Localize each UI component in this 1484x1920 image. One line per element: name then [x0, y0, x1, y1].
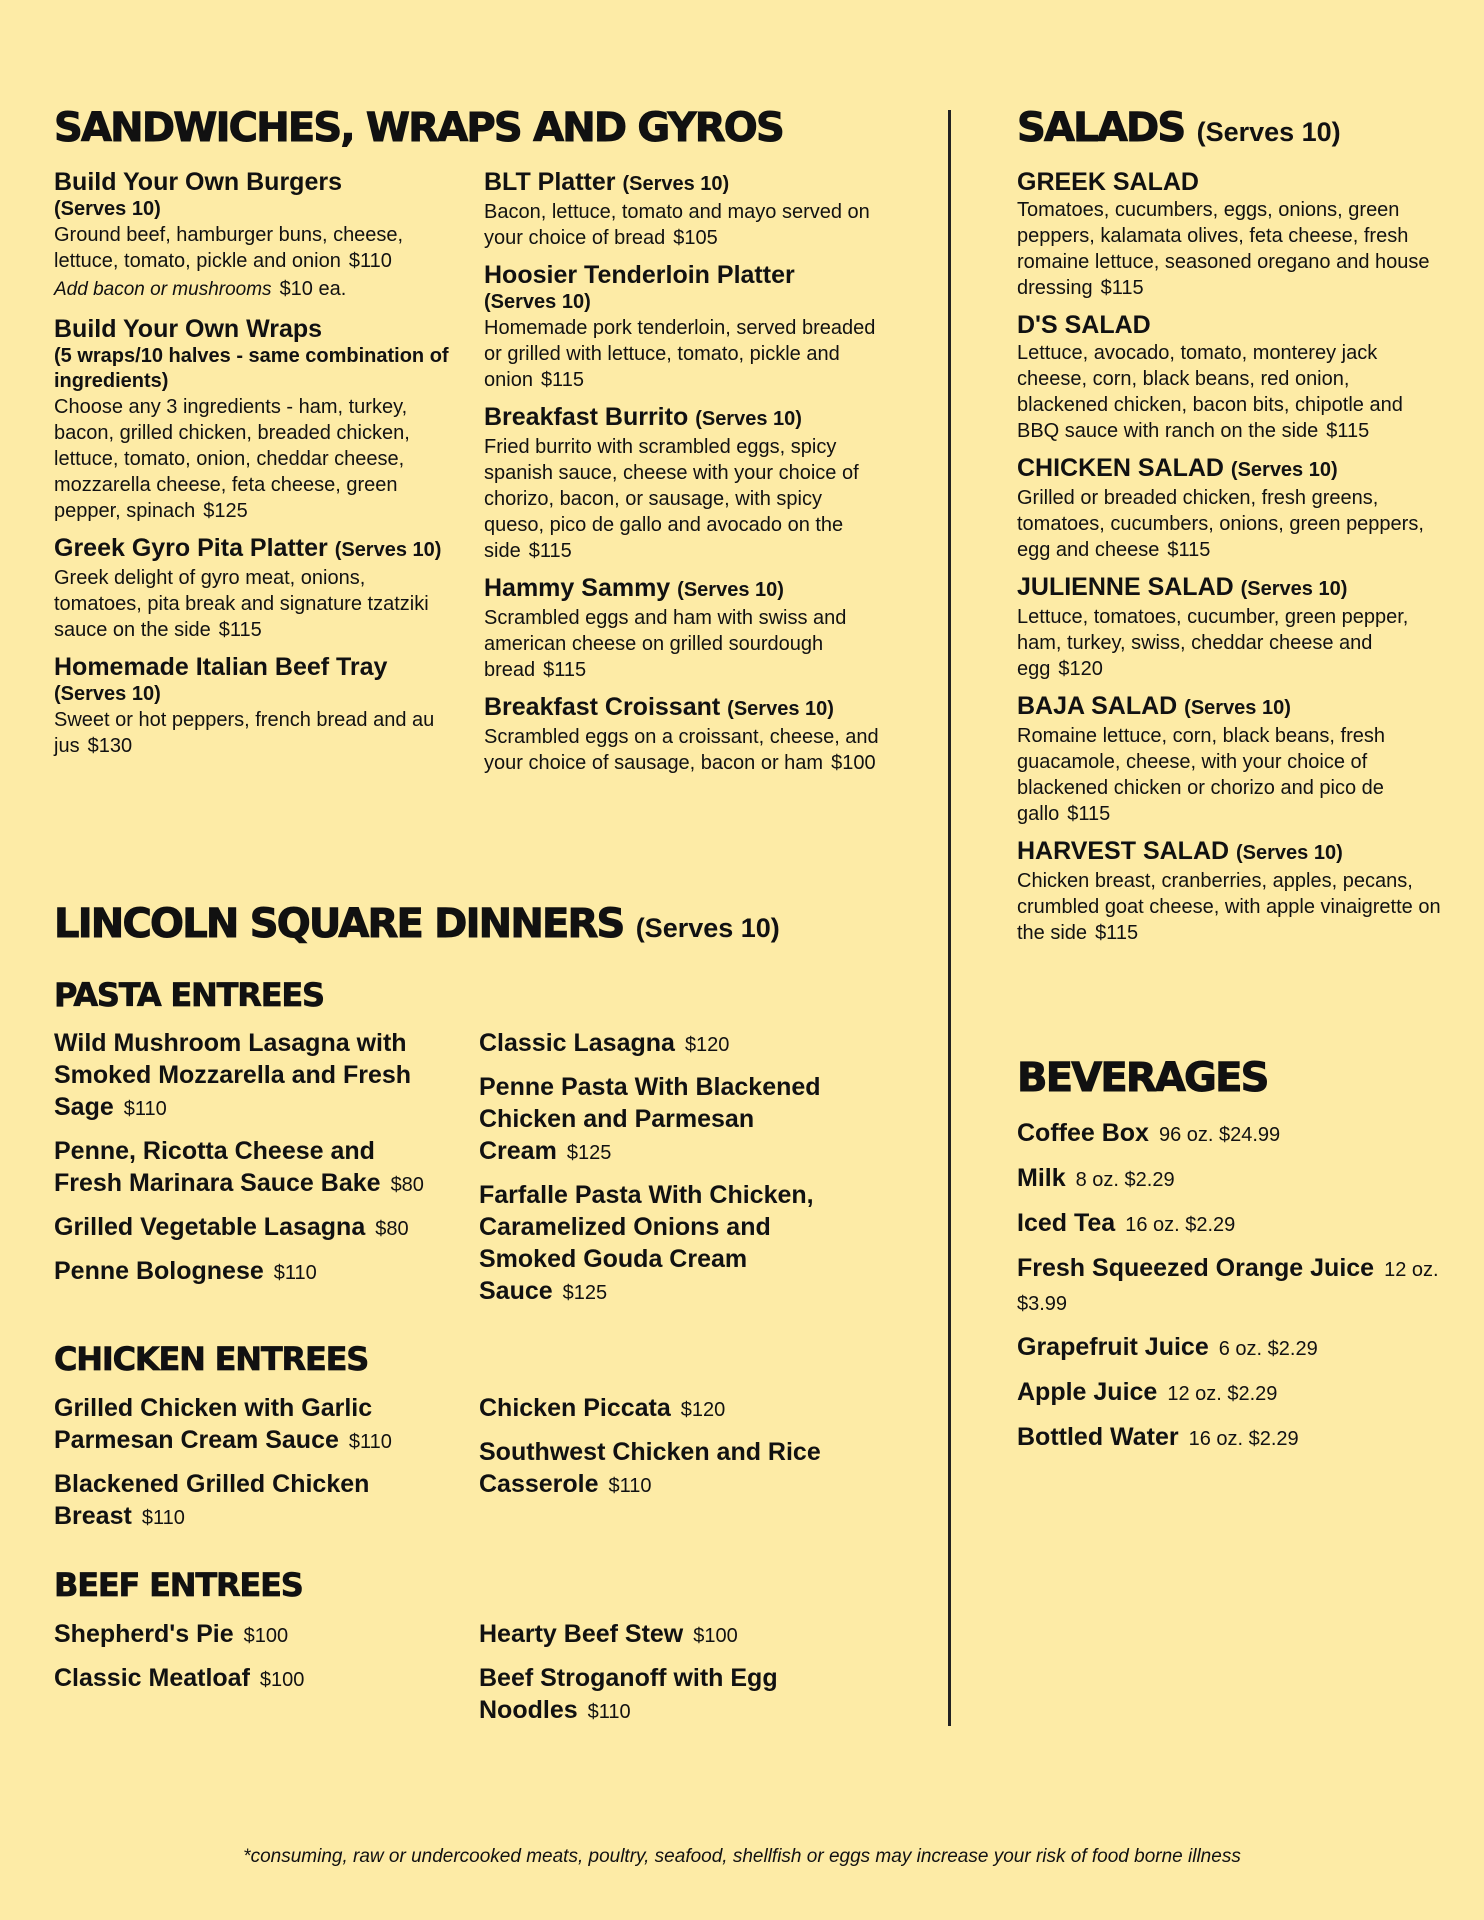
item-desc-text: Grilled or breaded chicken, fresh greens, tomatoes, cucumbers, onions, green peppers, egg and cheese	[1017, 487, 1424, 561]
item-desc-text: Tomatoes, cucumbers, eggs, onions, green peppers, kalamata olives, feta cheese, fresh romaine lettuce, seasoned oregano and house dressing	[1017, 199, 1430, 299]
item-name	[484, 403, 884, 434]
item-serves: (Serves 10)	[1184, 697, 1291, 719]
beverage-size-price: 16 oz. $2.29	[1125, 1214, 1236, 1236]
item-price: $115	[1167, 539, 1211, 561]
item-description	[484, 315, 884, 393]
item-serves: (Serves 10)	[695, 408, 802, 430]
item-price: $105	[673, 227, 718, 249]
menu-item	[484, 403, 884, 564]
beverage-size-price: 16 oz. $2.29	[1188, 1428, 1299, 1450]
entree-price: $120	[680, 1399, 726, 1421]
item-desc-text: Sweet or hot peppers, french bread and au jus	[54, 709, 435, 757]
entree-item	[479, 1071, 859, 1169]
item-description	[1017, 868, 1442, 946]
salads-title	[1017, 107, 1341, 149]
item-title: Homemade Italian Beef Tray	[54, 653, 388, 681]
entree-name: Grilled Vegetable Lasagna	[54, 1213, 366, 1241]
beef-column-2	[479, 1618, 859, 1738]
item-price: $120	[1058, 658, 1103, 680]
item-title: Build Your Own Burgers	[54, 168, 342, 196]
item-name	[1017, 168, 1442, 197]
entree-item	[479, 1662, 859, 1728]
item-price: $130	[87, 735, 133, 757]
item-name	[1017, 692, 1442, 723]
menu-item	[1017, 692, 1442, 827]
entree-name: Classic Lasagna	[479, 1029, 675, 1057]
beverage-item	[1017, 1207, 1442, 1241]
entree-price: $100	[243, 1625, 289, 1647]
item-desc-text: Scrambled eggs and ham with swiss and american cheese on grilled sourdough bread	[484, 607, 847, 681]
item-note	[54, 274, 454, 305]
item-desc-text: Bacon, lettuce, tomato and mayo served on your choice of bread	[484, 201, 870, 249]
entree-item	[54, 1468, 434, 1534]
entree-name: Shepherd's Pie	[54, 1620, 234, 1648]
beverage-name: Iced Tea	[1017, 1209, 1116, 1237]
item-price: $115	[1067, 803, 1111, 825]
item-description	[54, 222, 454, 274]
entree-price: $80	[390, 1174, 424, 1196]
chicken-entrees-title: CHICKEN ENTREES	[54, 1340, 369, 1378]
item-price: $115	[1100, 277, 1144, 299]
entree-item	[479, 1027, 859, 1061]
beverage-name: Coffee Box	[1017, 1119, 1149, 1147]
item-title: Hammy Sammy	[484, 574, 671, 602]
dinners-title	[54, 903, 780, 945]
pasta-column-1	[54, 1027, 434, 1299]
entree-name: Chicken Piccata	[479, 1394, 671, 1422]
beverage-item	[1017, 1117, 1442, 1151]
item-name	[54, 534, 454, 565]
entree-price: $120	[684, 1034, 730, 1056]
entree-price: $110	[587, 1701, 631, 1723]
item-desc-text: Romaine lettuce, corn, black beans, fresh guacamole, cheese, with your choice of blackened chicken or chorizo and pico de gallo	[1017, 725, 1385, 825]
entree-item	[54, 1618, 434, 1652]
item-title: D'S SALAD	[1017, 311, 1151, 339]
item-desc-text: Homemade pork tenderloin, served breaded or grilled with lettuce, tomato, pickle and onion	[484, 317, 876, 391]
beverages-list	[1017, 1117, 1442, 1466]
item-name	[54, 168, 454, 197]
item-title: JULIENNE SALAD	[1017, 573, 1234, 601]
item-serves: (Serves 10)	[1236, 842, 1343, 864]
menu-item	[1017, 837, 1442, 946]
item-title: Breakfast Croissant	[484, 693, 721, 721]
beverage-name: Apple Juice	[1017, 1378, 1158, 1406]
item-price: $125	[203, 500, 248, 522]
item-price: $115	[1326, 420, 1370, 442]
item-serves-line: (5 wraps/10 halves - same combination of ingredients)	[54, 345, 449, 392]
item-title: HARVEST SALAD	[1017, 837, 1230, 865]
entree-price: $110	[141, 1507, 185, 1529]
item-price: $115	[1095, 922, 1139, 944]
menu-item	[1017, 311, 1442, 444]
beverage-item	[1017, 1376, 1442, 1410]
entree-name: Hearty Beef Stew	[479, 1620, 684, 1648]
item-desc-text: Scrambled eggs on a croissant, cheese, and your choice of sausage, bacon or ham	[484, 726, 879, 774]
item-name	[1017, 573, 1442, 604]
item-name	[54, 653, 454, 682]
salads-title-serves: (Serves 10)	[1196, 117, 1341, 147]
item-name	[484, 574, 884, 605]
menu-item	[54, 653, 454, 759]
item-description	[54, 707, 454, 759]
menu-item	[484, 168, 884, 251]
entree-name: Penne Bolognese	[54, 1257, 264, 1285]
entree-item	[54, 1027, 434, 1125]
item-price: $115	[543, 659, 587, 681]
entree-price: $110	[273, 1262, 317, 1284]
item-desc-text: Choose any 3 ingredients - ham, turkey, bacon, grilled chicken, breaded chicken, lettuce, tomato, onion, cheddar cheese, mozzarella cheese, feta cheese, green pepper, spinach	[54, 396, 410, 522]
menu-item	[1017, 454, 1442, 563]
entree-item	[54, 1255, 434, 1289]
item-name	[1017, 311, 1442, 340]
menu-item	[484, 574, 884, 683]
entree-name: Blackened Grilled Chicken Breast	[54, 1470, 370, 1530]
item-title: Greek Gyro Pita Platter	[54, 534, 328, 562]
item-description	[1017, 723, 1442, 827]
entree-price: $125	[566, 1142, 612, 1164]
menu-item	[1017, 168, 1442, 301]
item-title: CHICKEN SALAD	[1017, 454, 1224, 482]
item-desc-text: Lettuce, tomatoes, cucumber, green pepper, ham, turkey, swiss, cheddar cheese and egg	[1017, 606, 1409, 680]
entree-price: $110	[123, 1098, 167, 1120]
beverage-name: Bottled Water	[1017, 1423, 1179, 1451]
beverage-size-price: 12 oz. $2.29	[1167, 1383, 1278, 1405]
item-price: $110	[348, 250, 392, 272]
item-serves-line: (Serves 10)	[54, 198, 161, 220]
salads-title-text: SALADS	[1017, 105, 1185, 151]
entree-name: Penne, Ricotta Cheese and Fresh Marinara Sauce Bake	[54, 1137, 381, 1197]
item-note-text: Add bacon or mushrooms	[54, 279, 272, 300]
item-serves: (Serves 10)	[1240, 578, 1348, 600]
column-divider	[948, 110, 951, 1726]
beverage-name: Milk	[1017, 1164, 1066, 1192]
item-price: $115	[528, 540, 572, 562]
sandwiches-column-2	[484, 168, 884, 786]
entree-name: Penne Pasta With Blackened Chicken and Parmesan Cream	[479, 1073, 821, 1165]
entree-name: Southwest Chicken and Rice Casserole	[479, 1438, 821, 1498]
beverage-name: Fresh Squeezed Orange Juice	[1017, 1254, 1375, 1282]
food-safety-disclaimer: *consuming, raw or undercooked meats, poultry, seafood, shellfish or eggs may increase your risk of food borne illness	[243, 1846, 1241, 1867]
beverage-item	[1017, 1162, 1442, 1196]
item-description	[1017, 485, 1442, 563]
item-note-price: $10 ea.	[279, 278, 347, 300]
item-name	[484, 261, 884, 290]
item-name	[1017, 837, 1442, 868]
pasta-column-2	[479, 1027, 859, 1319]
beef-column-1	[54, 1618, 434, 1706]
pasta-entrees-title: PASTA ENTREES	[54, 976, 324, 1014]
menu-item	[1017, 573, 1442, 682]
item-title: Build Your Own Wraps	[54, 315, 323, 343]
item-serves: (Serves 10)	[677, 579, 784, 601]
item-name	[54, 315, 454, 344]
sandwiches-title: SANDWICHES, WRAPS AND GYROS	[54, 105, 783, 151]
beverage-size-price: 6 oz. $2.29	[1218, 1338, 1318, 1360]
chicken-column-2	[479, 1392, 859, 1512]
item-description	[1017, 340, 1442, 444]
entree-name: Beef Stroganoff with Egg Noodles	[479, 1664, 778, 1724]
entree-item	[54, 1392, 434, 1458]
item-serves: (Serves 10)	[622, 173, 730, 195]
item-serves: (Serves 10)	[1230, 459, 1338, 481]
item-description	[484, 605, 884, 683]
item-desc-text: Greek delight of gyro meat, onions, tomatoes, pita break and signature tzatziki sauce on the side	[54, 567, 429, 641]
entree-price: $110	[348, 1431, 392, 1453]
beef-entrees-title: BEEF ENTREES	[54, 1566, 303, 1604]
entree-price: $125	[562, 1282, 608, 1304]
item-name	[484, 693, 884, 724]
item-name	[1017, 454, 1442, 485]
beverage-size-price: 12 oz. $3.99	[1017, 1259, 1439, 1315]
beverage-item	[1017, 1252, 1442, 1320]
item-serves: (Serves 10)	[727, 698, 834, 720]
chicken-column-1	[54, 1392, 434, 1544]
beverage-item	[1017, 1421, 1442, 1455]
item-title: BLT Platter	[484, 168, 616, 196]
menu-item	[54, 168, 454, 305]
item-serves: (Serves 10)	[334, 539, 442, 561]
item-price: $100	[831, 752, 876, 774]
item-description	[484, 434, 884, 564]
entree-item	[54, 1135, 434, 1201]
item-description	[484, 199, 884, 251]
entree-name: Wild Mushroom Lasagna with Smoked Mozzarella and Fresh Sage	[54, 1029, 412, 1121]
entree-name: Grilled Chicken with Garlic Parmesan Cream Sauce	[54, 1394, 373, 1454]
dinners-title-serves: (Serves 10)	[635, 913, 780, 943]
entree-item	[479, 1179, 859, 1309]
beverages-title: BEVERAGES	[1017, 1055, 1268, 1101]
menu-item	[54, 534, 454, 643]
sandwiches-column-1	[54, 168, 454, 769]
entree-item	[54, 1662, 434, 1696]
item-title: GREEK SALAD	[1017, 168, 1199, 196]
salads-list	[1017, 168, 1442, 956]
entree-item	[54, 1211, 434, 1245]
menu-item	[484, 693, 884, 776]
entree-name: Farfalle Pasta With Chicken, Caramelized Onions and Smoked Gouda Cream Sauce	[479, 1181, 814, 1305]
item-desc-text: Lettuce, avocado, tomato, monterey jack cheese, corn, black beans, red onion, blackened chicken, bacon bits, chipotle and BBQ sauce with ranch on the side	[1017, 342, 1403, 442]
item-title: Breakfast Burrito	[484, 403, 689, 431]
item-serves-line: (Serves 10)	[484, 291, 591, 313]
entree-price: $100	[693, 1625, 738, 1647]
beverage-item	[1017, 1331, 1442, 1365]
entree-price: $100	[259, 1669, 305, 1691]
item-description	[1017, 604, 1442, 682]
menu-item	[54, 315, 454, 524]
item-desc-text: Ground beef, hamburger buns, cheese, lettuce, tomato, pickle and onion	[54, 224, 404, 272]
entree-item	[479, 1618, 859, 1652]
item-desc-text: Fried burrito with scrambled eggs, spicy spanish sauce, cheese with your choice of chorizo, bacon, or sausage, with spicy queso, pico de gallo and avocado on the side	[484, 436, 859, 562]
entree-item	[479, 1392, 859, 1426]
item-name	[484, 168, 884, 199]
dinners-title-text: LINCOLN SQUARE DINNERS	[54, 901, 624, 947]
entree-name: Classic Meatloaf	[54, 1664, 250, 1692]
item-description	[1017, 197, 1442, 301]
item-description	[484, 724, 884, 776]
menu-item	[484, 261, 884, 393]
item-title: Hoosier Tenderloin Platter	[484, 261, 795, 289]
entree-price: $110	[608, 1475, 652, 1497]
item-price: $115	[218, 619, 262, 641]
item-description	[54, 565, 454, 643]
item-title: BAJA SALAD	[1017, 692, 1178, 720]
entree-item	[479, 1436, 859, 1502]
item-description	[54, 394, 454, 524]
beverage-size-price: 8 oz. $2.29	[1075, 1169, 1175, 1191]
beverage-name: Grapefruit Juice	[1017, 1333, 1209, 1361]
entree-price: $80	[375, 1218, 409, 1240]
beverage-size-price: 96 oz. $24.99	[1158, 1124, 1281, 1146]
item-serves-line: (Serves 10)	[54, 683, 161, 705]
item-price: $115	[540, 369, 584, 391]
item-desc-text: Chicken breast, cranberries, apples, pecans, crumbled goat cheese, with apple vinaigrette on the side	[1017, 870, 1441, 944]
